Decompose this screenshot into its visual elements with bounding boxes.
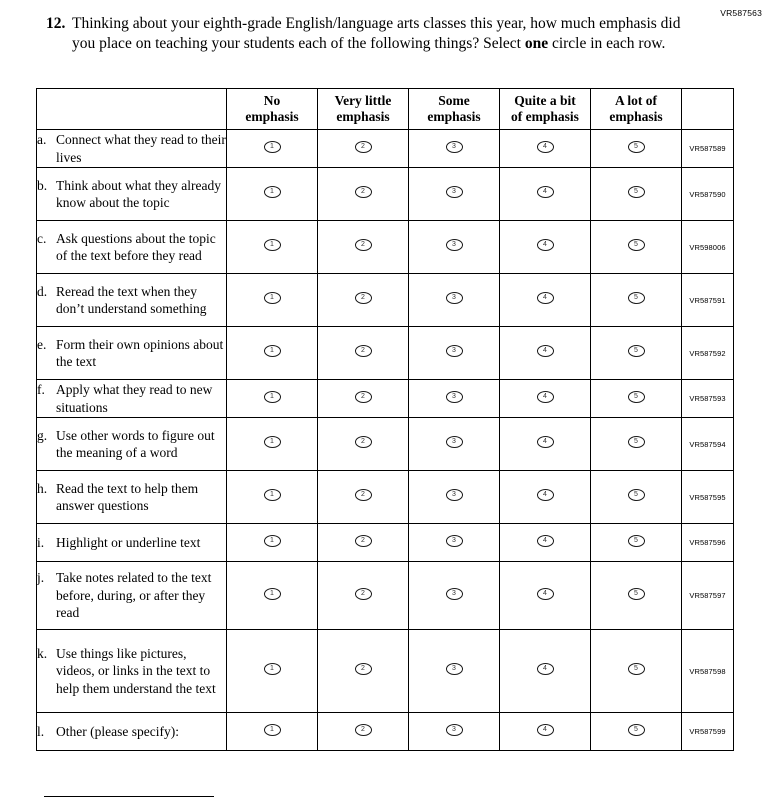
radio-bubble[interactable]	[628, 186, 645, 198]
radio-bubble-digit: 5	[634, 241, 638, 248]
header-blank-right	[682, 89, 734, 130]
option-cell[interactable]	[227, 713, 318, 751]
option-cell[interactable]	[591, 221, 682, 274]
other-specify-write-in-line[interactable]	[44, 796, 214, 797]
row-item-cell	[37, 380, 227, 418]
row-item-inner	[37, 177, 226, 212]
row-letter: l.	[37, 723, 45, 739]
radio-bubble-digit: 3	[452, 438, 456, 445]
header-some-line1: Some	[438, 93, 470, 108]
table-row	[37, 274, 734, 327]
row-label: Apply what they read to new situations	[56, 382, 213, 415]
radio-bubble[interactable]	[446, 292, 463, 304]
radio-bubble-digit: 2	[361, 725, 365, 733]
option-cell[interactable]	[227, 327, 318, 380]
radio-bubble-digit: 2	[361, 188, 365, 195]
option-cell[interactable]	[500, 630, 591, 713]
row-item-inner	[37, 480, 226, 515]
response-grid	[36, 88, 734, 751]
question-text-bold: one	[524, 35, 549, 52]
row-item-cell	[37, 168, 227, 221]
radio-bubble-digit: 3	[452, 665, 456, 672]
row-letter: j.	[37, 570, 45, 586]
radio-bubble-digit: 2	[361, 438, 365, 445]
radio-bubble-digit: 1	[270, 142, 274, 150]
radio-bubble[interactable]	[446, 345, 463, 357]
row-label: Form their own opinions about the text	[56, 336, 224, 369]
radio-bubble-digit: 5	[634, 294, 638, 301]
option-cell[interactable]	[591, 168, 682, 221]
radio-bubble-digit: 4	[543, 347, 547, 354]
option-cell[interactable]	[227, 221, 318, 274]
row-letter: b.	[37, 177, 48, 193]
header-quite-line2: of emphasis	[511, 109, 579, 124]
row-item-inner	[37, 645, 226, 698]
header-no-emphasis	[227, 89, 318, 130]
row-label: Take notes related to the text before, during, or after they read	[56, 570, 212, 621]
radio-bubble-digit: 1	[270, 725, 274, 733]
header-no-emphasis-line2: emphasis	[245, 109, 299, 124]
radio-bubble-digit: 4	[543, 491, 547, 498]
radio-bubble-digit: 1	[270, 294, 274, 301]
row-item-cell	[37, 630, 227, 713]
radio-bubble-digit: 2	[361, 491, 365, 498]
row-identifier: VR587594	[682, 418, 734, 471]
radio-bubble-digit: 4	[543, 188, 547, 195]
radio-bubble[interactable]	[537, 239, 554, 251]
radio-bubble[interactable]	[355, 663, 372, 675]
radio-bubble-digit: 3	[452, 725, 456, 733]
option-cell[interactable]	[227, 562, 318, 630]
radio-bubble[interactable]	[537, 186, 554, 198]
row-item-inner	[37, 230, 226, 265]
radio-bubble[interactable]	[446, 535, 463, 547]
option-cell[interactable]	[409, 471, 500, 524]
radio-bubble[interactable]	[446, 724, 463, 736]
radio-bubble[interactable]	[264, 588, 281, 600]
row-identifier: VR587592	[682, 327, 734, 380]
radio-bubble-digit: 4	[543, 665, 547, 672]
radio-bubble[interactable]	[264, 535, 281, 547]
row-label: Use other words to figure out the meaning of a word	[56, 427, 215, 460]
radio-bubble[interactable]	[537, 724, 554, 736]
question-block	[46, 14, 696, 54]
table-row	[37, 471, 734, 524]
radio-bubble[interactable]	[446, 141, 463, 153]
radio-bubble-digit: 5	[634, 589, 638, 597]
radio-bubble-digit: 1	[270, 536, 274, 544]
option-cell[interactable]	[318, 524, 409, 562]
radio-bubble[interactable]	[264, 186, 281, 198]
row-item-cell	[37, 471, 227, 524]
header-blank-left	[37, 89, 227, 130]
radio-bubble-digit: 2	[361, 589, 365, 597]
radio-bubble[interactable]	[355, 186, 372, 198]
option-cell[interactable]	[227, 630, 318, 713]
radio-bubble[interactable]	[628, 391, 645, 403]
radio-bubble[interactable]	[537, 292, 554, 304]
radio-bubble[interactable]	[264, 345, 281, 357]
radio-bubble[interactable]	[628, 724, 645, 736]
grid-header-row	[37, 89, 734, 130]
radio-bubble[interactable]	[355, 391, 372, 403]
row-label: Read the text to help them answer questions	[56, 480, 199, 513]
radio-bubble-digit: 3	[452, 142, 456, 150]
option-cell[interactable]	[591, 380, 682, 418]
radio-bubble-digit: 1	[270, 392, 274, 400]
option-cell[interactable]	[591, 327, 682, 380]
radio-bubble-digit: 4	[543, 438, 547, 445]
option-cell[interactable]	[409, 524, 500, 562]
row-label: Other (please specify):	[56, 723, 179, 739]
option-cell[interactable]	[591, 713, 682, 751]
option-cell[interactable]	[318, 221, 409, 274]
row-item-cell	[37, 274, 227, 327]
row-identifier: VR587590	[682, 168, 734, 221]
radio-bubble[interactable]	[628, 292, 645, 304]
row-item-cell	[37, 130, 227, 168]
row-item-cell	[37, 713, 227, 751]
radio-bubble-digit: 2	[361, 392, 365, 400]
radio-bubble[interactable]	[446, 663, 463, 675]
header-a-lot-emphasis	[591, 89, 682, 130]
question-number: 12.	[46, 15, 66, 32]
row-identifier: VR587596	[682, 524, 734, 562]
radio-bubble-digit: 5	[634, 438, 638, 445]
radio-bubble-digit: 1	[270, 589, 274, 597]
header-very-little-emphasis	[318, 89, 409, 130]
radio-bubble[interactable]	[628, 663, 645, 675]
radio-bubble[interactable]	[628, 436, 645, 448]
radio-bubble[interactable]	[446, 588, 463, 600]
option-cell[interactable]	[318, 274, 409, 327]
radio-bubble-digit: 5	[634, 188, 638, 195]
option-cell[interactable]	[500, 221, 591, 274]
table-row	[37, 130, 734, 168]
row-identifier: VR587593	[682, 380, 734, 418]
option-cell[interactable]	[409, 713, 500, 751]
radio-bubble-digit: 4	[543, 589, 547, 597]
radio-bubble-digit: 5	[634, 665, 638, 672]
radio-bubble[interactable]	[355, 239, 372, 251]
page-identifier: VR587563	[720, 8, 762, 18]
option-cell[interactable]	[318, 471, 409, 524]
radio-bubble[interactable]	[537, 489, 554, 501]
radio-bubble-digit: 2	[361, 142, 365, 150]
radio-bubble[interactable]	[355, 292, 372, 304]
row-item-cell	[37, 327, 227, 380]
row-label: Reread the text when they don’t understand something	[56, 283, 207, 316]
row-letter: i.	[37, 534, 45, 550]
header-alot-line2: emphasis	[609, 109, 663, 124]
option-cell[interactable]	[318, 130, 409, 168]
row-item-inner	[37, 534, 226, 552]
header-some-line2: emphasis	[427, 109, 481, 124]
option-cell[interactable]	[318, 380, 409, 418]
row-letter: h.	[37, 480, 48, 496]
radio-bubble-digit: 3	[452, 392, 456, 400]
option-cell[interactable]	[227, 380, 318, 418]
table-row	[37, 221, 734, 274]
row-item-cell	[37, 221, 227, 274]
row-letter: d.	[37, 283, 48, 299]
radio-bubble[interactable]	[537, 663, 554, 675]
radio-bubble[interactable]	[537, 436, 554, 448]
table-row	[37, 380, 734, 418]
row-item-inner	[37, 427, 226, 462]
option-cell[interactable]	[591, 524, 682, 562]
row-identifier: VR587591	[682, 274, 734, 327]
radio-bubble[interactable]	[355, 724, 372, 736]
radio-bubble[interactable]	[628, 588, 645, 600]
header-some-emphasis	[409, 89, 500, 130]
radio-bubble-digit: 2	[361, 347, 365, 354]
radio-bubble-digit: 5	[634, 725, 638, 733]
radio-bubble[interactable]	[537, 391, 554, 403]
header-alot-line1: A lot of	[615, 93, 657, 108]
option-cell[interactable]	[227, 168, 318, 221]
question-text-part2: circle in each row.	[548, 35, 666, 52]
option-cell[interactable]	[591, 130, 682, 168]
row-label: Highlight or underline text	[56, 534, 201, 550]
radio-bubble[interactable]	[264, 663, 281, 675]
option-cell[interactable]	[500, 471, 591, 524]
radio-bubble[interactable]	[264, 239, 281, 251]
header-no-emphasis-line1: No	[263, 93, 281, 108]
radio-bubble-digit: 3	[452, 241, 456, 248]
option-cell[interactable]	[227, 418, 318, 471]
option-cell[interactable]	[409, 380, 500, 418]
radio-bubble-digit: 2	[361, 294, 365, 301]
radio-bubble-digit: 2	[361, 665, 365, 672]
radio-bubble-digit: 3	[452, 347, 456, 354]
radio-bubble-digit: 1	[270, 438, 274, 445]
option-cell[interactable]	[409, 168, 500, 221]
header-quite-a-bit-emphasis	[500, 89, 591, 130]
option-cell[interactable]	[318, 168, 409, 221]
radio-bubble[interactable]	[628, 535, 645, 547]
radio-bubble-digit: 1	[270, 491, 274, 498]
option-cell[interactable]	[591, 471, 682, 524]
option-cell[interactable]	[409, 130, 500, 168]
row-item-inner	[37, 283, 226, 318]
radio-bubble-digit: 3	[452, 491, 456, 498]
radio-bubble[interactable]	[355, 489, 372, 501]
radio-bubble[interactable]	[264, 724, 281, 736]
radio-bubble-digit: 1	[270, 188, 274, 195]
option-cell[interactable]	[500, 327, 591, 380]
radio-bubble[interactable]	[628, 141, 645, 153]
row-identifier: VR598006	[682, 221, 734, 274]
radio-bubble-digit: 5	[634, 347, 638, 354]
radio-bubble[interactable]	[628, 239, 645, 251]
option-cell[interactable]	[591, 274, 682, 327]
row-identifier: VR587597	[682, 562, 734, 630]
row-letter: e.	[37, 336, 47, 352]
radio-bubble[interactable]	[537, 345, 554, 357]
radio-bubble-digit: 3	[452, 188, 456, 195]
header-very-little-line1: Very little	[334, 93, 392, 108]
radio-bubble[interactable]	[446, 239, 463, 251]
radio-bubble-digit: 4	[543, 392, 547, 400]
radio-bubble[interactable]	[264, 489, 281, 501]
option-cell[interactable]	[500, 713, 591, 751]
grid-body	[37, 130, 734, 751]
table-row	[37, 168, 734, 221]
row-label: Think about what they already know about the topic	[56, 177, 221, 210]
row-item-cell	[37, 524, 227, 562]
row-item-inner	[37, 336, 226, 371]
row-item-cell	[37, 418, 227, 471]
radio-bubble-digit: 4	[543, 725, 547, 733]
radio-bubble-digit: 1	[270, 241, 274, 248]
header-very-little-line2: emphasis	[336, 109, 390, 124]
option-cell[interactable]	[318, 713, 409, 751]
radio-bubble[interactable]	[446, 186, 463, 198]
radio-bubble-digit: 4	[543, 294, 547, 301]
radio-bubble-digit: 1	[270, 665, 274, 672]
option-cell[interactable]	[318, 327, 409, 380]
row-letter: k.	[37, 645, 48, 661]
radio-bubble[interactable]	[264, 436, 281, 448]
row-identifier: VR587598	[682, 630, 734, 713]
table-row	[37, 630, 734, 713]
row-letter: a.	[37, 132, 47, 147]
row-item-cell	[37, 562, 227, 630]
row-label: Use things like pictures, videos, or links in the text to help them understand the text	[56, 645, 216, 696]
row-letter: f.	[37, 382, 45, 397]
option-cell[interactable]	[409, 221, 500, 274]
radio-bubble-digit: 5	[634, 392, 638, 400]
option-cell[interactable]	[591, 418, 682, 471]
option-cell[interactable]	[500, 380, 591, 418]
radio-bubble-digit: 3	[452, 589, 456, 597]
radio-bubble-digit: 3	[452, 294, 456, 301]
table-row	[37, 418, 734, 471]
option-cell[interactable]	[500, 418, 591, 471]
radio-bubble-digit: 4	[543, 142, 547, 150]
row-item-inner	[37, 381, 226, 416]
option-cell[interactable]	[500, 524, 591, 562]
radio-bubble[interactable]	[537, 588, 554, 600]
option-cell[interactable]	[500, 274, 591, 327]
row-label: Ask questions about the topic of the text before they read	[56, 230, 216, 263]
question-text-part1: Thinking about your eighth-grade English/language arts classes this year, how much emphasis did you place on teaching your students each of the following things? Select	[72, 15, 681, 52]
radio-bubble[interactable]	[628, 345, 645, 357]
radio-bubble[interactable]	[446, 436, 463, 448]
option-cell[interactable]	[227, 524, 318, 562]
row-letter: g.	[37, 427, 48, 443]
row-item-inner	[37, 569, 226, 622]
option-cell[interactable]	[409, 562, 500, 630]
radio-bubble-digit: 2	[361, 241, 365, 248]
header-quite-line1: Quite a bit	[514, 93, 576, 108]
radio-bubble[interactable]	[628, 489, 645, 501]
table-row	[37, 327, 734, 380]
row-identifier: VR587589	[682, 130, 734, 168]
question-text	[72, 14, 696, 54]
option-cell[interactable]	[227, 274, 318, 327]
option-cell[interactable]	[591, 562, 682, 630]
option-cell[interactable]	[591, 630, 682, 713]
option-cell[interactable]	[409, 327, 500, 380]
radio-bubble-digit: 4	[543, 536, 547, 544]
radio-bubble[interactable]	[537, 141, 554, 153]
radio-bubble[interactable]	[355, 345, 372, 357]
radio-bubble-digit: 1	[270, 347, 274, 354]
radio-bubble-digit: 2	[361, 536, 365, 544]
option-cell[interactable]	[318, 630, 409, 713]
table-row	[37, 562, 734, 630]
radio-bubble-digit: 5	[634, 491, 638, 498]
radio-bubble[interactable]	[355, 141, 372, 153]
option-cell[interactable]	[409, 274, 500, 327]
radio-bubble-digit: 5	[634, 536, 638, 544]
radio-bubble-digit: 5	[634, 142, 638, 150]
option-cell[interactable]	[227, 130, 318, 168]
radio-bubble[interactable]	[355, 436, 372, 448]
radio-bubble[interactable]	[355, 535, 372, 547]
row-item-inner	[37, 131, 226, 166]
radio-bubble-digit: 4	[543, 241, 547, 248]
option-cell[interactable]	[409, 418, 500, 471]
row-identifier: VR587599	[682, 713, 734, 751]
radio-bubble[interactable]	[537, 535, 554, 547]
option-cell[interactable]	[318, 418, 409, 471]
table-row	[37, 713, 734, 751]
row-identifier: VR587595	[682, 471, 734, 524]
row-label: Connect what they read to their lives	[56, 132, 226, 165]
radio-bubble[interactable]	[264, 391, 281, 403]
radio-bubble[interactable]	[264, 292, 281, 304]
option-cell[interactable]	[227, 471, 318, 524]
radio-bubble-digit: 3	[452, 536, 456, 544]
option-cell[interactable]	[500, 130, 591, 168]
option-cell[interactable]	[409, 630, 500, 713]
table-row	[37, 524, 734, 562]
radio-bubble[interactable]	[355, 588, 372, 600]
radio-bubble[interactable]	[446, 489, 463, 501]
option-cell[interactable]	[318, 562, 409, 630]
option-cell[interactable]	[500, 168, 591, 221]
radio-bubble[interactable]	[446, 391, 463, 403]
option-cell[interactable]	[500, 562, 591, 630]
row-item-inner	[37, 723, 226, 741]
radio-bubble[interactable]	[264, 141, 281, 153]
row-letter: c.	[37, 230, 47, 246]
